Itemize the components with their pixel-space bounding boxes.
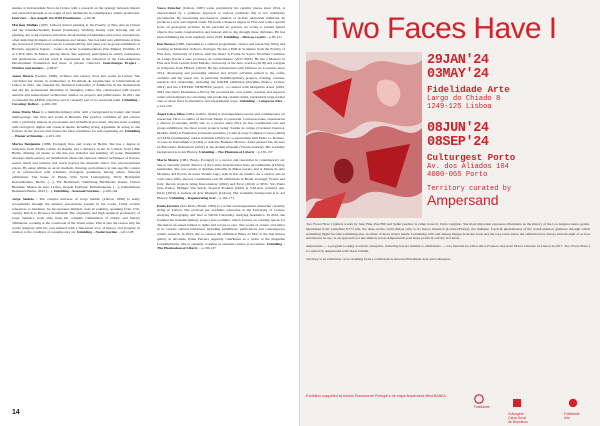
bio-name: Vasco Futscher [157,6,181,10]
bio-work-title: Unfolding ‒ Regenerating Scar [169,195,216,200]
bio-name: Paula Ferreira [157,203,180,208]
body-paragraph: Two Faces Have I gathers works by Jane Fine, Pau Hill and Spike Gardner is rather done by Chris Langdon. She most important exposures illuminate us the history of the Los Angeles neuro-gentle. Merriment from Lampflies P.773 this, the three tracks could almost refer to its macro mutation (Lobster/Fleeze), the multiple, fossil & phenomenon of the transformation guidance through which something might become something else, in either of those artist's hands. Continuing with and among images from the book and the very latest ideas, the exhibition has always been thought of as four subcultures in one, in an approach not uncommon across Ampersand's past more practical activity in Lisbon. [306,222,590,241]
lisbon-venue-name: Fidelidade Arte [427,84,510,95]
page-number: 14 [12,409,20,416]
porto-address [427,163,595,180]
bio-text: (1984, Galicia, Spain) is an independent curator and contemporary art researcher. He is co-author of the book 'Desde lo curatorial. Conversaciones, experiencias y afectos' (Consonni, 2020) and, as a curator since 2011, he has coordinated solo and group exhibitions, the most recent projects being: Sandía de campo (Cardenal Cisneros, Madrid, 2024) at Fundación Cerezales Antonino y Cinia (León); Complejo Coloso (2022) at CIAXI (Guimarães); cuidar el mundo (2022), in co-curatorship with Pedro G. Romero, at Casa de Iberoamérica (Cádiz) or Antonio Ballester Moreno. Autoconstrucción, Picasso en Barcelona. Resistencia (2022) at the Artium museum (Vitoria-Gasteiz). His academic background is in Art History. [157,111,285,154]
exhibition-info [427,54,595,207]
bio-entry [12,23,140,71]
bio-page-ref: ‒ p.92-99 [80,15,96,20]
bio-page-ref: ‒ p.162-171 [216,195,235,200]
bio-text: (Lisbon, 1987) work, particularly his ceramic pieces since 2014, is characterized by a synthetic approach to various traditions that is not commonly encountered. By associating pre-classical, oriental, or archaic referential traditions, he produces a new and original result. He holds a master's degree in Fine Arts with a special focus on geological archives. In his personal art practice, he works to present hybrid objects that resist categorisation and instead aim to dig through these divisions. He has been exhibiting his work regularly since 2018. [157,6,285,39]
bio-text: (1986, Portugal) lives and works in Berlin. She has a degree in Sculpture from ESAD Caldas da Rainha and a Master's in Art in Context from UDK Berlin. Making art plants as she has raw material and jumping off point, Benjamim develops multi-sensory art installations where she explores cultural techniques of flavour, sound, smell and textures that reach beyond the museum visitor into unconventional places. By using edibles as an art medium, drawing, performance in site-specific context or in collaboration with scientists, biologists, gardeners, among others. Selected exhibitions: The Sense of Plants, Villa Verdi Ludwigsburg, 2019; Herbarium Kolonialismus, Berlin, (…); Fix Herbarium, Sammlung Berlinische Poesie, Lisbon Biennale, Museu de Arte, Lisboa, Projekt Poétique; Kulturbrauerei, (…); Künstlerhaus Bethanien Berlin, 2023 (…). [12,141,140,194]
bio-work-title: Unfolding ‒ The Pharmakon of Liberty [157,241,285,251]
body-paragraph: Territory is an exhibition cycle resulting from a collaboration between Fidelidade Arte and Culturgest. [306,257,451,262]
bio-text: (1988, Santarém) is a cultural programmer, curator and researcher living and working in Montemor-O-Novo, Portugal. He has a PhD in Sculpture from the Faculty of Fine Arts, University of Lisbon, with the thesis 'A Forma do Sopro: Escultura Cerâmica de Longa Escala e seus processos de conhecimento' (2017-2023). He has a Master's in Fine Arts from Central Saint Martins, University of the Arts, London (2018) and a degree in Sculpture from FBAUL (2010). He has collaborated with Oficinas do Convento since 2014, developing and presenting cultural and artistic activities related to the crafts, ceramics and the visual arts, in particular multidisciplinary projects, training, creation, research and curatorship, including the NATER exhibition (Pavilhão Branco, Lisbon, 2023) and the CENTRO NEXEFILE project, co-curated with Margarida Alves (2022, 2023 and Santa Montemor-o-Novo). He produces his own artistic creation and supports artists and designers in conceiving and producing ceramic items, particularly large-format ones or those fired in alternative and experimental ways. [157,42,286,104]
bio-entry [12,142,140,194]
lisbon-venue [427,85,595,112]
bio-name: Joana Duarte [12,73,34,78]
porto-venue-name: Culturgest Porto [427,151,516,163]
logo-fidelidade: Fidelidade [474,394,490,410]
text-line: Largo do Chiado 8 [427,95,501,103]
bio-work-title: Unfolding ‒ Lampyrus Flux [239,99,283,104]
bio-name: Ángel Calvo Ulloa [157,111,185,116]
text-line: 03MAY'24 [427,67,489,82]
bio-text: (São Paulo, Brazil, 1993) is a writer and independent researcher currently living in Lisbon. She received her academic education at the University of Lisbon, studying Photography and later at NOVA University, studying Aesthetics. In 2022, she founded the transdisciplinary project Ana Godinho, which focuses on creating spaces for discussion on issues related to rights and access to care. She works as curator and editor in its various cultural initiatives, including exhibitions, publications and contemporary artistic research. In 2023, she co-curated the exhibition 'Beira do Mar' at the Itaú Pessoa gallery in Alvalade. Paula Ferreira regularly contributes as a writer to the magazine Contemplações. She is currently working as assistant curator at Accenture. [157,203,285,246]
bio-text: (1995, Lisbon) started painting at the Faculty of Fine Arts in Lisbon and the Kunsthochschule Kassel (Germany). Working mainly with drawing and oil painting, her work explores narratives about human relationships and social conventions, often depicting moments of ordinariness and leisure. She has held solo exhibitions at Rua das Gaivotas 6 (2022) and Casa do Comum (2024), and takes part in group exhibitions at Brotéria, Appleton Square – Centro de Artes Contemporâneas (São Miguel, Pavilhão 31 at C.H.P. Júlio de Matos, among others. She regularly participates in artistic residencies and publications, and her work is represented in the collection of the Luso-American Development Foundation and those of private collectors. [12,23,140,66]
bio-page-ref: ‒ p.130-137 [254,149,273,154]
bio-name: Jorge Senhão [12,197,34,202]
text-line: 1249-125 Lisboa [427,103,492,112]
text-line: 08JUN'24 [427,120,489,136]
curated-by-label: Territory curated by [427,184,512,193]
bio-page-ref: ‒ p.100-104 [99,189,118,194]
exhibition-title: Two Faces Have I [326,12,557,45]
bio-text: (Lisbon, 1988), architect and curator, lives and works in Lisbon. She concluded her master in architecture at Faculdade de Arquitectura of Universidade de Lisboa in 2012, she attended the Technical University of Eindhoven in the Netherlands and did her professional internship in Shanghai, China. She collaborated with several national and international architecture studios on projects and publications. In 2021 she co-founded the AFINA collective and is currently part of its curatorial team. [12,73,140,102]
text-line: 4000-065 Porto [427,171,488,180]
bio-entry [12,197,140,235]
bio-entry [157,6,285,39]
bio-column-2 [157,6,285,254]
logo-fidelidade-arte: Fidelidade Arte [564,394,580,426]
bio-entry [157,42,285,109]
bio-page-ref: ‒ p.98-97 [43,66,58,71]
bio-page-ref: ‒ p.93-121 [265,34,282,39]
bio-entry [12,6,140,20]
body-paragraph: Ampersand — a program looking at artistic enterprise, including but not limited to exhibitions — was founded by editor Alice Fonseca and artist Marco Liberato in Lisbon in 2017. Two Faces Have I is curated by Ampersand with Jason Jamieh. [306,244,590,254]
fidelidade-arte-logo-icon [568,398,578,408]
bio-work-title: Unfolding ‒ Rien ne va plus [223,34,266,39]
bio-text: (1981, Braga, Portugal) is a curator and researcher in contemporary art. She is currently artistic director of the Centro Internacional Sono de Guimarães (CIAJG), Guimarães. She was curator at Instituto Inhotim, in Minas Gerais, and at Museu de Arte Moderna and Escola de Artes Visuais Lage, both in Rio de Janeiro. As a curator and an critic since 2005, she has coordinated over 60 exhibitions in Brazil, Portugal, France and Italy. Recent projects being Descolonizar (2022) and Ficar (2019) at SESC São Paulo (São Paulo); Philippe Van Snick; Tropical Promise (2022) at S.M.A.K. (Ghent); Ant. Pérez (2019) at Galería de Arte Moderna (Lisbon). Her academic background is in Art History. [157,157,285,200]
bio-column-1 [12,6,140,238]
bio-entry [157,204,285,252]
lisbon-dates [427,54,595,82]
exhibition-body [306,222,590,265]
bio-name: Marisa Benjamim [12,141,41,146]
bio-page-ref: ‒ p.103-109 [42,134,61,139]
exhibition-photo [306,52,422,218]
bio-page-ref: ‒ p.200-109 [38,102,57,107]
text-line: 29JAN'24 [427,53,489,68]
bio-text: - The creative universe of Jorge Senhão (Lisbon, 1998) is easily recognisable through the unusual associations present in his works. Using archive references to literature, he incorporates multiple tools in painting, spanning from 17th-century Dutch to Picasso's modernism. The originality and high technical proficiency of Jorge Senhão's work arise from his complex combination of artistic and literary affiliations, working at the crossroads of the visual satire. This is also the reason why his works integrate with his own infused with a fine-tuned love of history and property in relation to the condition of contemporary art. [12,197,140,235]
footer-note: Exhibition supported by fundos Estrutura de Portugal e de etapa Ampersand Wind BANKA [306,394,446,398]
bio-name: Anne Marie Maes [12,110,40,115]
curator-name: Ampersand [427,191,499,208]
lisbon-address [427,95,595,112]
bio-work-title: Unfolding ‒ Wiener of Kinship [12,129,140,139]
bio-name: Inês Botaça [157,42,175,47]
porto-dates [427,122,595,150]
bio-work-title: Unfolding ‒ Curating: Reflect [12,97,140,107]
bio-page-ref: ‒ p.122-129 [157,99,285,109]
text-line: 08SEP'24 [427,134,489,150]
bio-entry [12,110,140,139]
bio-entry [12,74,140,107]
bio-text: studies at Universidade Nova de Lisboa with a research on the synergy between literary and curatorial thought as an origin of new tendencies in contemporary artistic production. [12,6,140,15]
logo-culturgest: Culturgest Caixa Geral de Depósitos [508,394,528,426]
bio-work-title: Unfolding ‒ Seasonal Gardens [53,189,100,194]
bio-entry [157,112,285,155]
bio-page-ref: ‒ p.01-128 [117,230,134,235]
bio-work-title: Interview ‒ Jess Angell: On Wild Prominence [12,15,81,20]
culturgest-logo-icon [512,398,522,408]
bio-name: Marta Mestre [157,157,179,162]
bio-work-title: Interchanges Project ‒ Witches and mutters [12,61,141,71]
bio-work-title: Unfolding ‒ Nodal Garden [76,230,118,235]
text-line: Av. dos Aliados 104 [427,162,509,171]
bio-page-ref: ‒ p.136-137 [197,246,216,251]
partner-logos [474,394,594,424]
bio-text: is a multidisciplinary artist with a background in botany and visual anthropology. She lives and works in Brussels. Her practice combines art and science with a particular interest in ecosystems and alchemical processes. She has been working with biological, digital and classical media, including living organisms. In doing so she focuses on the process and creates the ideal conditions for self-organising art. [12,110,140,134]
bio-name: Mariana Malhão [12,23,39,28]
drapery-fold [306,126,422,204]
fidelidade-logo-icon [474,394,484,404]
bio-entry [157,158,285,201]
bio-work-title: Unfolding ‒ The Phantom of Liberty [199,149,255,154]
porto-venue [427,153,595,180]
